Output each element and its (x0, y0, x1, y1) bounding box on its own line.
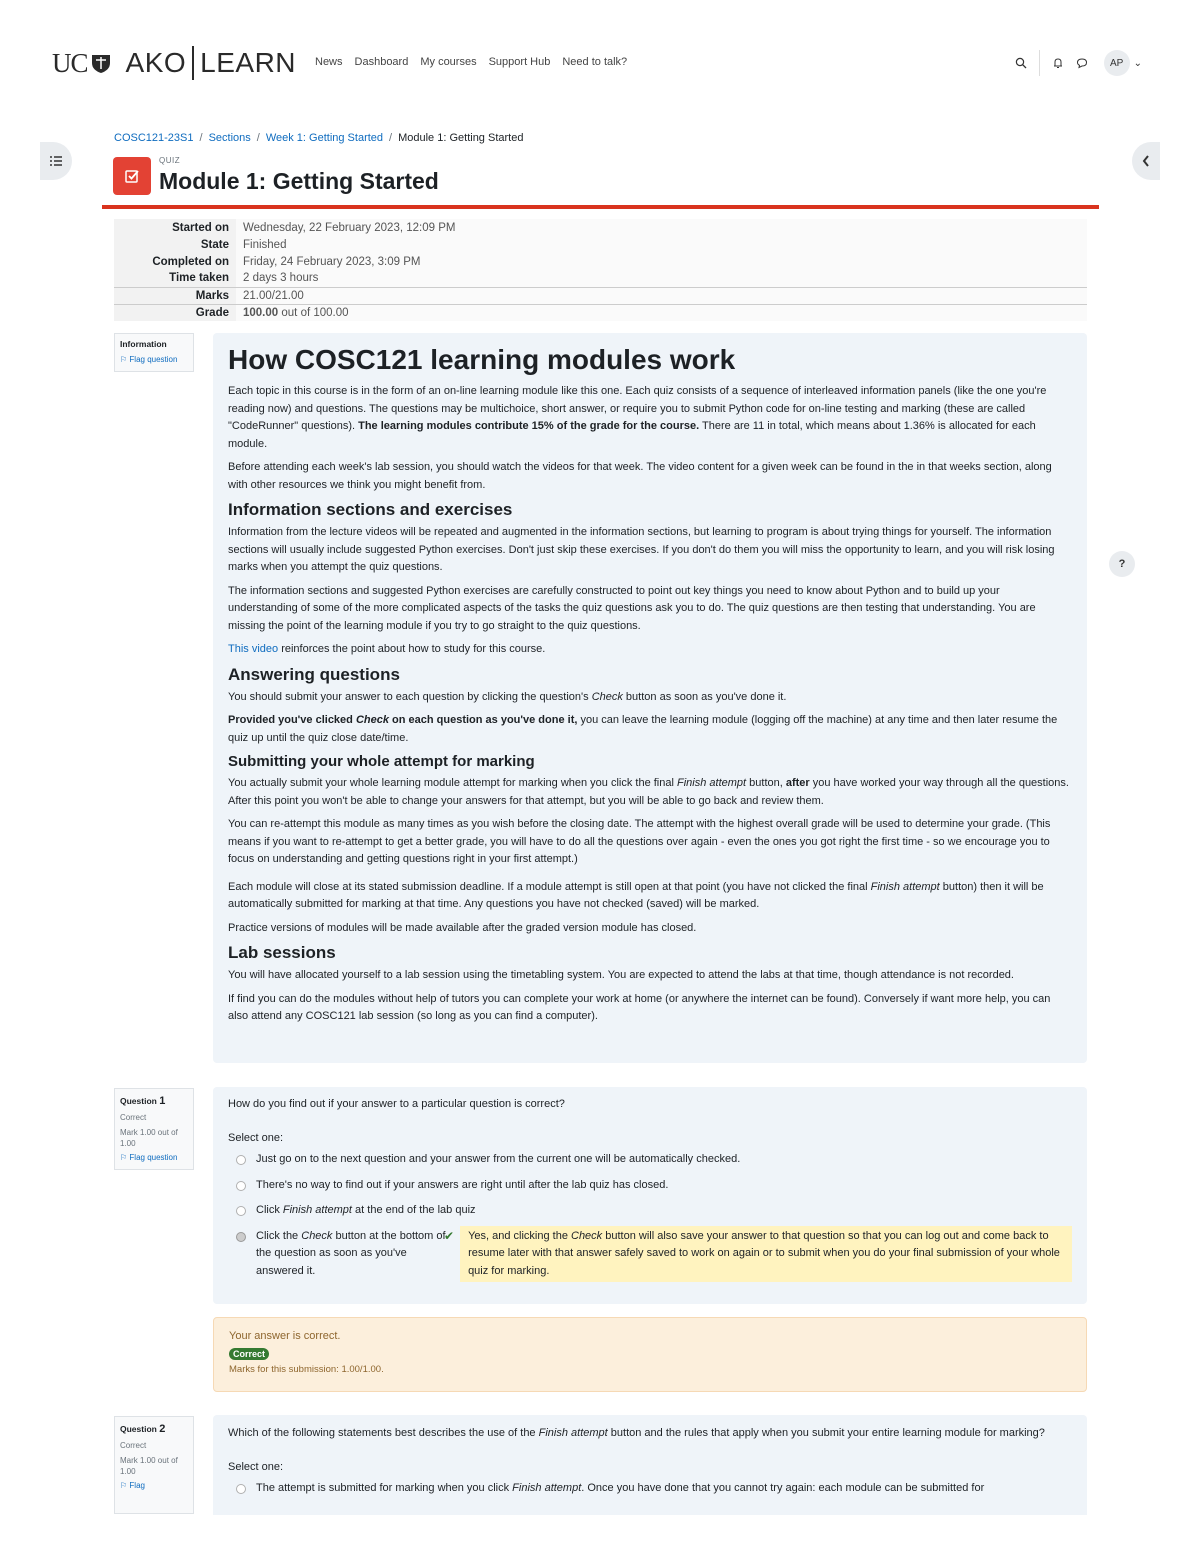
summary-row (114, 253, 1087, 270)
paragraph: You can re-attempt this module as many times as you wish before the closing date. The attempt with the highest overall grade will be used to determine your grade. (This means if you want to re-attempt to get a better grade, you will have to do all the questions over again - even the ones you got right the first time - so we encourage you to focus on understanding and getting questions right in your first attempt.) (228, 818, 1051, 865)
check-icon: ✔ (444, 1228, 455, 1243)
paragraph: Practice versions of modules will be made available after the graded version module has closed. (228, 921, 697, 934)
summary-label: State (114, 236, 236, 253)
bell-icon[interactable] (1046, 51, 1070, 75)
marks-for-submission: Marks for this submission: 1.00/1.00. (229, 1364, 384, 1375)
specific-feedback: Yes, and clicking the Check button will also save your answer to that question so that you can log out and come back to resume later with that answer safely saved to work on again or to submit when you do your final submission of your whole quiz for marking. (460, 1226, 1072, 1283)
paragraph: You actually submit your whole learning module attempt for marking when you click the final Finish attempt button, after you have worked your way through all the questions. After this point you won't be able to change your answers for that attempt, but you will be able to go back and review them. (228, 777, 1069, 807)
question-1-info (114, 1088, 194, 1170)
answer-option[interactable] (228, 1177, 1072, 1195)
nav-separator (1039, 50, 1040, 76)
nav-dashboard[interactable]: Dashboard (354, 56, 409, 68)
summary-label: Started on (114, 219, 236, 236)
paragraph: You should submit your answer to each question by clicking the question's Check button as soon as you've done it. (228, 690, 787, 703)
section-heading: Submitting your whole attempt for marking (228, 753, 535, 770)
option-label: Click the Check button at the bottom of the question as soon as you've answered it. (256, 1229, 446, 1277)
logo-uc: UC (52, 47, 88, 78)
summary-label: Completed on (114, 253, 236, 270)
paragraph: If find you can do the modules without help of tutors you can complete your work at home (or anywhere the internet can be found). Conversely if want more help, you can also attend any COSC121 lab session (so long as you can find a computer). (228, 992, 1051, 1022)
info-sidebar (114, 333, 194, 372)
question-text: How do you find out if your answer to a particular question is correct? (228, 1098, 565, 1110)
question-mark: Mark 1.00 out of 1.00 (120, 1127, 178, 1148)
answer-option[interactable] (228, 1202, 1072, 1220)
course-index-toggle[interactable] (40, 142, 72, 180)
option-label: The attempt is submitted for marking when you click Finish attempt. Once you have done that you cannot try again: each module can be submitted for (256, 1482, 985, 1494)
flag-icon: ⚐ (120, 1152, 130, 1162)
paragraph: This video reinforces the point about how to study for this course. (228, 643, 546, 655)
top-navbar (0, 0, 1200, 125)
breadcrumb-sections[interactable]: Sections (208, 132, 251, 144)
answer-option[interactable] (228, 1480, 1072, 1498)
radio-button[interactable] (236, 1155, 246, 1165)
section-heading: Lab sessions (228, 943, 336, 962)
question-text: Which of the following statements best describes the use of the Finish attempt button and the rules that apply when you submit your entire learning module for marking? (228, 1427, 1045, 1439)
question-1-content (213, 1087, 1087, 1304)
primary-nav (315, 56, 627, 68)
breadcrumb-current: Module 1: Getting Started (398, 132, 524, 144)
info-title: Information (120, 339, 167, 349)
attempt-summary-table (114, 219, 1087, 321)
flag-icon: ⚐ (120, 354, 130, 364)
chevron-left-icon (1142, 155, 1150, 167)
video-link[interactable]: This video (228, 643, 279, 655)
option-label: There's no way to find out if your answers are right until after the lab quiz has closed. (256, 1178, 669, 1191)
nav-actions (1009, 50, 1142, 76)
paragraph: You will have allocated yourself to a lab session using the timetabling system. You are expected to attend the labs at that time, though attendance is not recorded. (228, 969, 1014, 981)
breadcrumb-separator: / (389, 132, 393, 144)
summary-row (114, 270, 1087, 287)
question-2-info (114, 1416, 194, 1514)
section-heading: Information sections and exercises (228, 500, 513, 519)
radio-button[interactable] (236, 1484, 246, 1494)
page-bottom-margin (0, 1515, 1200, 1553)
status-badge: Correct (229, 1348, 269, 1360)
summary-label: Grade (114, 304, 236, 321)
summary-row (114, 304, 1087, 321)
option-label: Click Finish attempt at the end of the lab quiz (256, 1204, 476, 1216)
search-icon[interactable] (1009, 51, 1033, 75)
info-content (213, 333, 1087, 1063)
question-1-outcome (213, 1317, 1087, 1392)
paragraph: Information from the lecture videos will be repeated and augmented in the information sections, but learning to program is about trying things for yourself. The information sections will usually include suggested Python exercises. Don't just skip these exercises. If you don't do them you will miss the opportunity to learn, and you will risk losing marks when you attempt the quiz questions. (228, 526, 1055, 573)
nav-news[interactable]: News (315, 56, 343, 68)
paragraph: Provided you've clicked Check on each question as you've done it, you can leave the learning module (logging off the machine) at any time and then later resume the quiz up until the quiz close date/time. (228, 714, 1058, 744)
paragraph: The information sections and suggested Python exercises are carefully constructed to point out key things you need to know about Python and to build up your understanding of some of the more complicated aspects of the tasks the quiz questions ask you to do. The quiz questions are then testing that understanding. You are missing the point of the learning module if you try to go straight to the quiz questions. (228, 584, 1036, 632)
breadcrumb-course[interactable]: COSC121-23S1 (114, 132, 194, 144)
message-icon[interactable] (1070, 51, 1094, 75)
summary-label: Time taken (114, 270, 236, 287)
section-heading: Answering questions (228, 664, 400, 684)
radio-button[interactable] (236, 1181, 246, 1191)
block-drawer-toggle[interactable] (1132, 142, 1160, 180)
help-button[interactable]: ? (1109, 551, 1135, 577)
page-title: Module 1: Getting Started (159, 168, 439, 194)
nav-my-courses[interactable]: My courses (420, 56, 477, 68)
radio-button-checked[interactable] (236, 1232, 246, 1242)
crest-icon (90, 52, 112, 74)
summary-value: Friday, 24 February 2023, 3:09 PM (236, 253, 1087, 270)
user-avatar[interactable]: AP (1104, 50, 1130, 76)
flag-label: Flag question (129, 354, 178, 364)
site-logo[interactable] (52, 46, 296, 80)
paragraph: Before attending each week's lab session, you should watch the videos for that week. The video content for a given week can be found in the in that weeks section, along with other resources we think you might benefit from. (228, 461, 1052, 491)
main-heading: How COSC121 learning modules work (228, 344, 736, 375)
breadcrumb-week[interactable]: Week 1: Getting Started (265, 132, 384, 144)
flag-question-link[interactable] (120, 1152, 188, 1163)
radio-button[interactable] (236, 1206, 246, 1216)
summary-value: Wednesday, 22 February 2023, 12:09 PM (236, 219, 1087, 236)
question-2-content (213, 1415, 1087, 1515)
breadcrumb-separator: / (199, 132, 203, 144)
question-state: Correct (120, 1441, 147, 1451)
summary-value: 2 days 3 hours (236, 270, 1087, 287)
flag-label: Flag (129, 1480, 145, 1490)
logo-ako: AKO (125, 47, 187, 78)
flag-icon: ⚐ (120, 1480, 130, 1490)
quiz-icon (113, 157, 151, 195)
summary-row (114, 287, 1087, 304)
flag-label: Flag question (129, 1152, 178, 1162)
select-prompt: Select one: (228, 1131, 284, 1144)
nav-need-to-talk[interactable]: Need to talk? (562, 56, 628, 68)
list-icon (50, 156, 62, 166)
activity-type-label: QUIZ (159, 156, 181, 165)
paragraph: Each module will close at its stated submission deadline. If a module attempt is still open at that point (you have not clicked the final Finish attempt button) then it will be automatically submitted for marking at that time. Any questions you have not checked (saved) will be marked. (228, 880, 1044, 910)
grade-out-of: out of 100.00 (278, 306, 349, 319)
summary-label: Marks (114, 287, 236, 304)
breadcrumb-separator: / (256, 132, 260, 144)
answer-option[interactable] (228, 1151, 1072, 1169)
question-state: Correct (120, 1113, 147, 1123)
summary-row (114, 219, 1087, 236)
question-mark: Mark 1.00 out of 1.00 (120, 1455, 178, 1476)
flag-question-link[interactable] (120, 1480, 188, 1491)
nav-support-hub[interactable]: Support Hub (488, 56, 551, 68)
select-prompt: Select one: (228, 1460, 284, 1473)
logo-divider (192, 46, 194, 80)
summary-value: 21.00/21.00 (236, 287, 1087, 304)
logo-learn: LEARN (200, 47, 297, 78)
summary-value (236, 304, 1087, 321)
paragraph: Each topic in this course is in the form of an on-line learning module like this one. Each quiz consists of a sequence of interleaved information panels (like the one you're reading now) and questions. The questions may be multichoice, short answer, or require you to submit Python code for on-line testing and marking (these are called "CodeRunner" questions). The learning modules contribute 15% of the grade for the course. There are 11 in total, which means about 1.36% is allocated for each module. (228, 385, 1047, 450)
question-number: Question 1 (120, 1095, 166, 1107)
answer-option-selected[interactable] (228, 1228, 1072, 1283)
result-text: Your answer is correct. (229, 1330, 341, 1342)
chevron-down-icon[interactable]: ⌄ (1133, 57, 1142, 69)
option-label: Just go on to the next question and your answer from the current one will be automatically checked. (256, 1153, 741, 1165)
grade-value: 100.00 (243, 306, 279, 319)
question-number: Question 2 (120, 1423, 166, 1435)
summary-value: Finished (236, 236, 1087, 253)
breadcrumb (114, 132, 523, 144)
summary-row (114, 236, 1087, 253)
title-underline (102, 205, 1099, 209)
flag-question-link[interactable] (120, 354, 188, 365)
